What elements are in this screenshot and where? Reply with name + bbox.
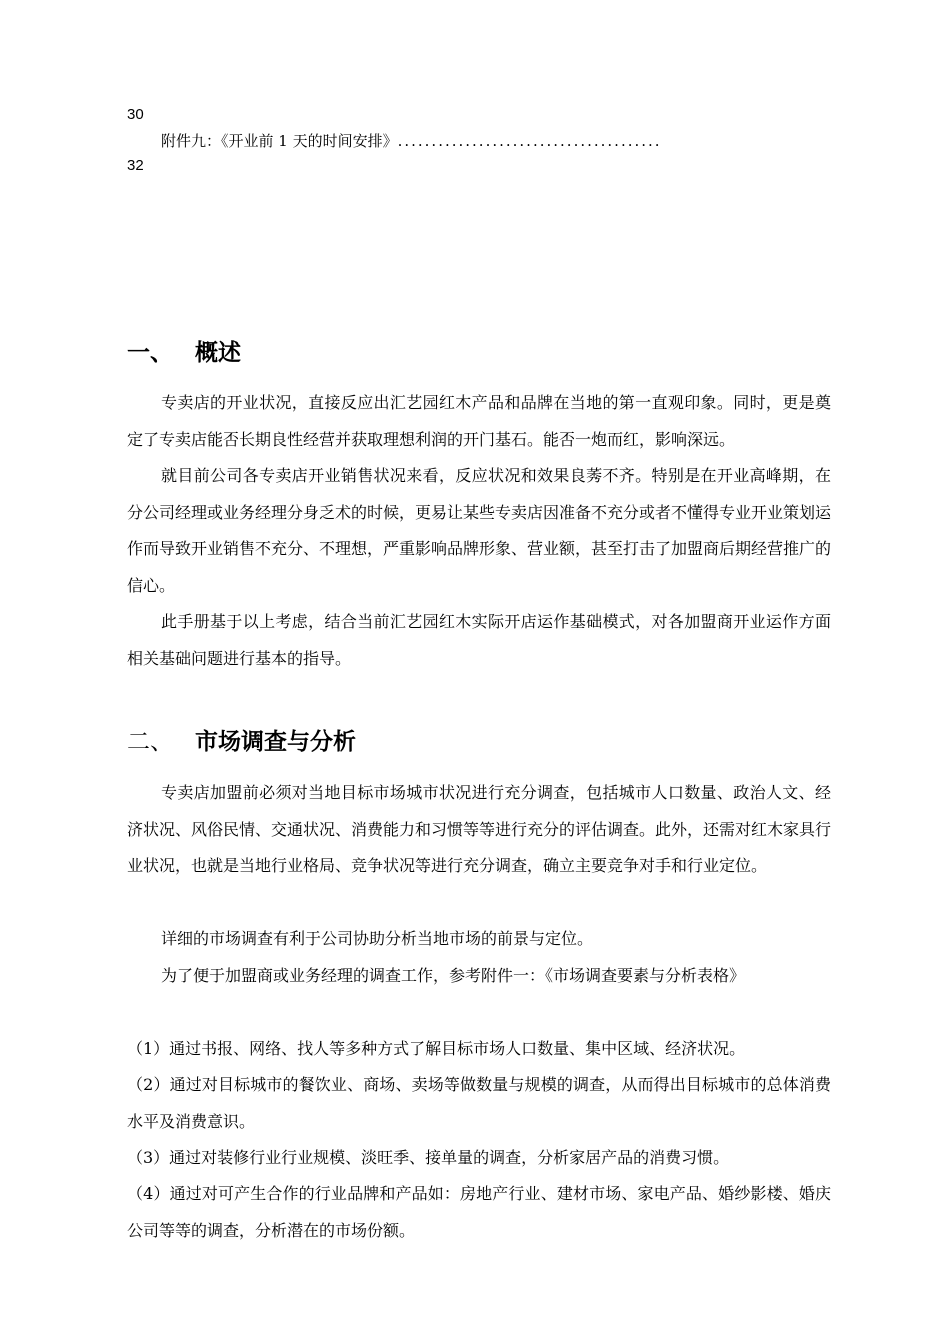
section-title: 市场调查与分析 — [195, 729, 356, 755]
toc-entry-title: 附件九：《开业前 1 天的时间安排》 — [161, 132, 398, 150]
section-number: 一、 — [127, 340, 173, 366]
section-heading-market-research — [127, 727, 356, 757]
list-item: （2）通过对目标城市的餐饮业、商场、卖场等做数量与规模的调查，从而得出目标城市的总体消费水平及消费意识。 — [127, 1075, 831, 1131]
body-paragraph: 为了便于加盟商或业务经理的调查工作，参考附件一：《市场调查要素与分析表格》 — [161, 966, 746, 985]
body-paragraph: 专卖店加盟前必须对当地目标市场城市状况进行充分调查，包括城市人口数量、政治人文、经济状况、风俗民情、交通状况、消费能力和习惯等等进行充分的评估调查。此外，还需对红木家具行业状况，也就是当地行业格局、竞争状况等进行充分调查，确立主要竞争对手和行业定位。 — [127, 783, 832, 875]
body-paragraph: 详细的市场调查有利于公司协助分析当地市场的前景与定位。 — [161, 929, 594, 948]
section-number: 二、 — [127, 729, 173, 755]
toc-prev-page-number: 30 — [127, 106, 144, 123]
body-paragraph: 此手册基于以上考虑，结合当前汇艺园红木实际开店运作基础模式，对各加盟商开业运作方面相关基础问题进行基本的指导。 — [127, 612, 831, 668]
list-item: （3）通过对装修行业行业规模、淡旺季、接单量的调查，分析家居产品的消费习惯。 — [127, 1148, 730, 1167]
section-title: 概述 — [195, 340, 241, 366]
toc-entry[interactable] — [161, 131, 831, 151]
body-paragraph: 就目前公司各专卖店开业销售状况来看，反应状况和效果良莠不齐。特别是在开业高峰期，在分公司经理或业务经理分身乏术的时候，更易让某些专卖店因准备不充分或者不懂得专业开业策划运作而导致开业销售不充分、不理想，严重影响品牌形象、营业额，甚至打击了加盟商后期经营推广的信心。 — [127, 466, 832, 595]
section-heading-overview — [127, 338, 241, 368]
body-paragraph: 专卖店的开业状况，直接反应出汇艺园红木产品和品牌在当地的第一直观印象。同时，更是奠定了专卖店能否长期良性经营并获取理想利润的开门基石。能否一炮而红，影响深远。 — [127, 393, 831, 449]
toc-leader-dots: ....................................... — [397, 132, 662, 150]
list-item: （4）通过对可产生合作的行业品牌和产品如：房地产行业、建材市场、家电产品、婚纱影楼、婚庆公司等等的调查，分析潜在的市场份额。 — [127, 1184, 831, 1240]
toc-entry-page-number: 32 — [127, 157, 144, 174]
list-item: （1）通过书报、网络、找人等多种方式了解目标市场人口数量、集中区域、经济状况。 — [127, 1039, 746, 1058]
